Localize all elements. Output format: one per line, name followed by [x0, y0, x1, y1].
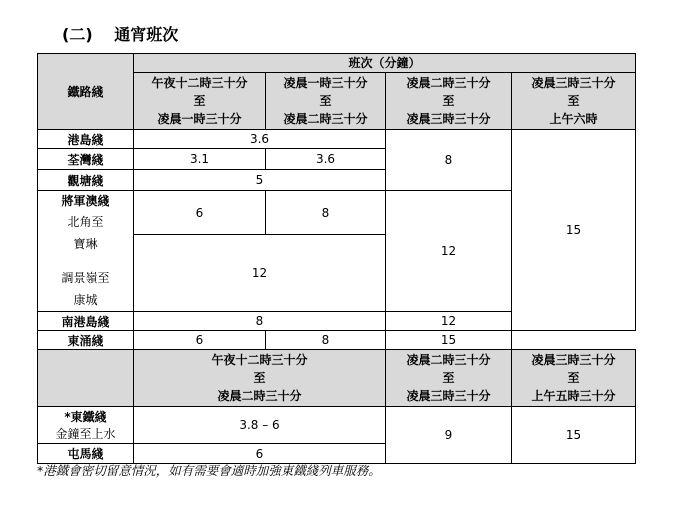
section-heading: [62, 22, 178, 45]
value-tw-2: 3.6: [266, 149, 386, 170]
header-period-2: 凌晨一時三十分 至 凌晨二時三十分: [266, 73, 386, 130]
value-tuen-ma: 6: [134, 444, 386, 464]
section-number: (二): [62, 25, 93, 44]
value-col4-main: 15: [512, 130, 636, 331]
value-col3-tko: 12: [386, 191, 512, 312]
header-blank: [38, 350, 134, 407]
line-tsuen-wan: 荃灣綫: [38, 149, 134, 170]
value-tko-1: 6: [134, 191, 266, 235]
line-east-rail: *東鐵綫 金鐘至上水: [38, 407, 134, 444]
header2-period-2: 凌晨二時三十分 至 凌晨三時三十分: [386, 350, 512, 407]
value-east-rail: 3.8 – 6: [134, 407, 386, 444]
value-sil-3: 12: [386, 312, 512, 331]
value-island: 3.6: [134, 130, 386, 149]
value-tcl-1: 6: [134, 331, 266, 350]
line-tuen-ma: 屯馬綫: [38, 444, 134, 464]
line-tseung-kwan-o: 將軍澳綫 北角至 寶琳 調景嶺至 康城: [38, 191, 134, 312]
header-frequency: 班次（分鐘）: [134, 54, 636, 73]
value-tko-3: 12: [134, 235, 386, 312]
line-kwun-tong: 觀塘綫: [38, 170, 134, 191]
value-col3-lower: 9: [386, 407, 512, 464]
value-tcl-3: 15: [386, 331, 512, 350]
value-tw-1: 3.1: [134, 149, 266, 170]
line-tung-chung: 東涌綫: [38, 331, 134, 350]
value-sil-12: 8: [134, 312, 386, 331]
header-period-4: 凌晨三時三十分 至 上午六時: [512, 73, 636, 130]
header-period-3: 凌晨二時三十分 至 凌晨三時三十分: [386, 73, 512, 130]
value-col3-upper: 8: [386, 130, 512, 191]
value-tko-2: 8: [266, 191, 386, 235]
line-south-island: 南港島綫: [38, 312, 134, 331]
header2-period-1: 午夜十二時三十分 至 凌晨二時三十分: [134, 350, 386, 407]
section-title: 通宵班次: [114, 25, 179, 44]
value-col4-lower: 15: [512, 407, 636, 464]
value-kwun-tong: 5: [134, 170, 386, 191]
table-row: [38, 130, 636, 149]
footnote: *港鐵會密切留意情況，如有需要會適時加強東鐵綫列車服務。: [37, 463, 381, 478]
header-period-1: 午夜十二時三十分 至 凌晨一時三十分: [134, 73, 266, 130]
overnight-schedule-table: [37, 53, 636, 464]
header-line: 鐵路綫: [38, 54, 134, 130]
header2-period-3: 凌晨三時三十分 至 上午五時三十分: [512, 350, 636, 407]
line-island: 港島綫: [38, 130, 134, 149]
table-row: [38, 407, 636, 444]
table-row: [38, 331, 636, 350]
value-tcl-2: 8: [266, 331, 386, 350]
